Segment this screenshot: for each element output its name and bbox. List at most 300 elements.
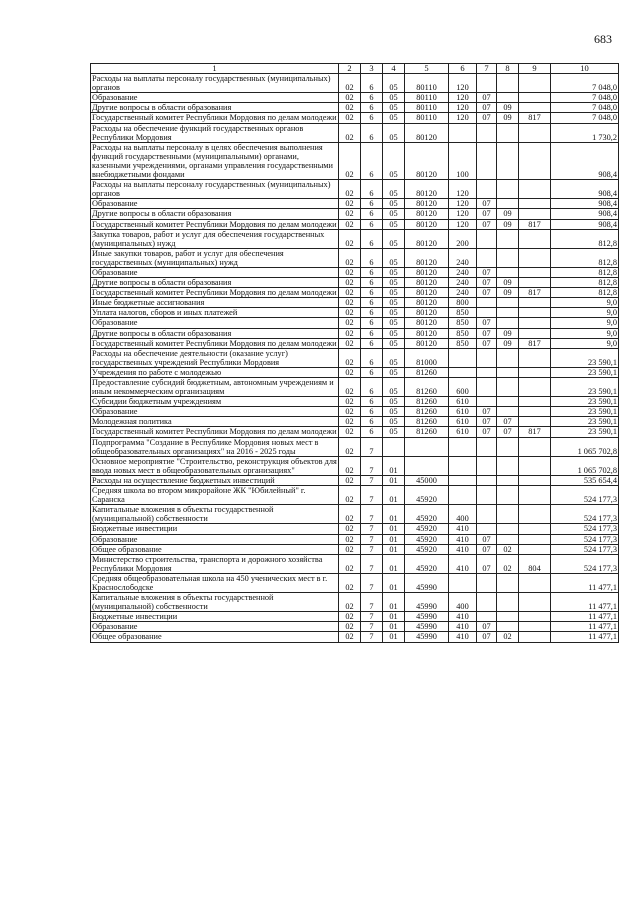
- expense-type-cell: 240: [449, 288, 477, 298]
- item-name-cell: Капитальные вложения в объекты государственной (муниципальной) собственности: [91, 505, 339, 524]
- expense-type-cell: 410: [449, 554, 477, 573]
- amount-cell: 23 590,1: [551, 427, 619, 437]
- expense-type-cell: 410: [449, 544, 477, 554]
- expense-type-cell: 120: [449, 113, 477, 123]
- section-cell: [477, 248, 497, 267]
- program-code-cell: 02: [339, 612, 361, 622]
- program-code-cell: 02: [339, 74, 361, 93]
- table-row: [91, 427, 619, 437]
- amount-cell: 11 477,1: [551, 593, 619, 612]
- expense-type-cell: 120: [449, 103, 477, 113]
- ministry-code-cell: [519, 417, 551, 427]
- section-cell: 07: [477, 328, 497, 338]
- table-row: [91, 524, 619, 534]
- ministry-code-cell: [519, 123, 551, 142]
- direction-code-cell: 81260: [405, 397, 449, 407]
- program-code-cell: 02: [339, 142, 361, 179]
- direction-code-cell: 80120: [405, 338, 449, 348]
- program-code-cell: 02: [339, 308, 361, 318]
- column-header: 9: [519, 64, 551, 74]
- direction-code-cell: 80120: [405, 142, 449, 179]
- ministry-code-cell: [519, 475, 551, 485]
- activity-code-cell: [383, 437, 405, 456]
- expense-type-cell: [449, 475, 477, 485]
- subprogram-code-cell: 6: [361, 199, 383, 209]
- amount-cell: 1 065 702,8: [551, 437, 619, 456]
- direction-code-cell: 80110: [405, 103, 449, 113]
- subsection-cell: [497, 348, 519, 367]
- ministry-code-cell: [519, 534, 551, 544]
- section-cell: 07: [477, 103, 497, 113]
- item-name-cell: Образование: [91, 407, 339, 417]
- section-cell: 07: [477, 407, 497, 417]
- subsection-cell: 07: [497, 417, 519, 427]
- activity-code-cell: 05: [383, 348, 405, 367]
- item-name-cell: Общее образование: [91, 544, 339, 554]
- direction-code-cell: 80110: [405, 74, 449, 93]
- expense-type-cell: 850: [449, 318, 477, 328]
- section-cell: [477, 612, 497, 622]
- section-cell: [477, 397, 497, 407]
- table-row: [91, 219, 619, 229]
- program-code-cell: 02: [339, 573, 361, 592]
- subsection-cell: [497, 378, 519, 397]
- ministry-code-cell: [519, 348, 551, 367]
- ministry-code-cell: 817: [519, 338, 551, 348]
- section-cell: 07: [477, 417, 497, 427]
- subsection-cell: [497, 505, 519, 524]
- table-row: [91, 367, 619, 377]
- program-code-cell: 02: [339, 427, 361, 437]
- ministry-code-cell: [519, 593, 551, 612]
- amount-cell: 524 177,3: [551, 544, 619, 554]
- amount-cell: 908,4: [551, 180, 619, 199]
- activity-code-cell: 05: [383, 229, 405, 248]
- item-name-cell: Другие вопросы в области образования: [91, 103, 339, 113]
- subsection-cell: [497, 397, 519, 407]
- direction-code-cell: 45920: [405, 544, 449, 554]
- activity-code-cell: 01: [383, 612, 405, 622]
- section-cell: 07: [477, 544, 497, 554]
- expense-type-cell: 610: [449, 397, 477, 407]
- ministry-code-cell: [519, 142, 551, 179]
- direction-code-cell: 45920: [405, 524, 449, 534]
- direction-code-cell: 80120: [405, 318, 449, 328]
- subprogram-code-cell: 7: [361, 573, 383, 592]
- subprogram-code-cell: 6: [361, 74, 383, 93]
- activity-code-cell: 05: [383, 123, 405, 142]
- item-name-cell: Средняя школа во втором микрорайоне ЖК "Юбилейный" г. Саранска: [91, 486, 339, 505]
- ministry-code-cell: [519, 486, 551, 505]
- subsection-cell: [497, 298, 519, 308]
- subsection-cell: 09: [497, 278, 519, 288]
- ministry-code-cell: [519, 74, 551, 93]
- table-row: [91, 622, 619, 632]
- amount-cell: 23 590,1: [551, 417, 619, 427]
- program-code-cell: 02: [339, 267, 361, 277]
- program-code-cell: 02: [339, 524, 361, 534]
- subprogram-code-cell: 6: [361, 328, 383, 338]
- item-name-cell: Иные бюджетные ассигнования: [91, 298, 339, 308]
- amount-cell: 9,0: [551, 298, 619, 308]
- amount-cell: 1 065 702,8: [551, 456, 619, 475]
- activity-code-cell: 05: [383, 199, 405, 209]
- direction-code-cell: [405, 437, 449, 456]
- item-name-cell: Молодежная политика: [91, 417, 339, 427]
- section-cell: 07: [477, 427, 497, 437]
- item-name-cell: Подпрограмма "Создание в Республике Мордовия новых мест в общеобразовательных организациях" на 2016 - 2025 годы: [91, 437, 339, 456]
- subsection-cell: [497, 199, 519, 209]
- subsection-cell: 09: [497, 113, 519, 123]
- direction-code-cell: 80120: [405, 278, 449, 288]
- subprogram-code-cell: 6: [361, 209, 383, 219]
- section-cell: 07: [477, 338, 497, 348]
- program-code-cell: 02: [339, 367, 361, 377]
- table-row: [91, 456, 619, 475]
- activity-code-cell: 05: [383, 308, 405, 318]
- expense-type-cell: 120: [449, 93, 477, 103]
- activity-code-cell: 05: [383, 298, 405, 308]
- table-row: [91, 632, 619, 642]
- section-cell: [477, 524, 497, 534]
- subprogram-code-cell: 6: [361, 267, 383, 277]
- section-cell: [477, 74, 497, 93]
- expense-type-cell: 610: [449, 427, 477, 437]
- section-cell: 07: [477, 278, 497, 288]
- activity-code-cell: 05: [383, 417, 405, 427]
- subsection-cell: [497, 456, 519, 475]
- ministry-code-cell: [519, 199, 551, 209]
- item-name-cell: Образование: [91, 534, 339, 544]
- expense-type-cell: 120: [449, 199, 477, 209]
- item-name-cell: Образование: [91, 199, 339, 209]
- program-code-cell: 02: [339, 505, 361, 524]
- program-code-cell: 02: [339, 378, 361, 397]
- expense-type-cell: 800: [449, 298, 477, 308]
- program-code-cell: 02: [339, 288, 361, 298]
- ministry-code-cell: [519, 209, 551, 219]
- activity-code-cell: 05: [383, 278, 405, 288]
- ministry-code-cell: [519, 298, 551, 308]
- ministry-code-cell: [519, 180, 551, 199]
- amount-cell: 524 177,3: [551, 505, 619, 524]
- column-header: 7: [477, 64, 497, 74]
- table-row: [91, 593, 619, 612]
- subprogram-code-cell: 6: [361, 397, 383, 407]
- item-name-cell: Предоставление субсидий бюджетным, автономным учреждениям и иным некоммерческим организациям: [91, 378, 339, 397]
- amount-cell: 9,0: [551, 318, 619, 328]
- activity-code-cell: 05: [383, 113, 405, 123]
- table-row: [91, 318, 619, 328]
- expense-type-cell: 410: [449, 524, 477, 534]
- subprogram-code-cell: 7: [361, 622, 383, 632]
- amount-cell: 908,4: [551, 219, 619, 229]
- expense-type-cell: 850: [449, 338, 477, 348]
- ministry-code-cell: [519, 267, 551, 277]
- ministry-code-cell: [519, 612, 551, 622]
- table-row: [91, 199, 619, 209]
- column-header: 5: [405, 64, 449, 74]
- item-name-cell: Расходы на выплаты персоналу государственных (муниципальных) органов: [91, 180, 339, 199]
- expense-type-cell: 410: [449, 534, 477, 544]
- subsection-cell: [497, 475, 519, 485]
- subprogram-code-cell: 6: [361, 378, 383, 397]
- program-code-cell: 02: [339, 338, 361, 348]
- direction-code-cell: 80120: [405, 267, 449, 277]
- table-row: [91, 229, 619, 248]
- program-code-cell: 02: [339, 407, 361, 417]
- table-row: [91, 573, 619, 592]
- activity-code-cell: 05: [383, 427, 405, 437]
- budget-table: [90, 63, 619, 643]
- section-cell: [477, 229, 497, 248]
- item-name-cell: Расходы на выплаты персоналу в целях обеспечения выполнения функций государственными (муниципальными) органами, казенными учреждениями, органами управления государственными внебюджетными фондами: [91, 142, 339, 179]
- activity-code-cell: 05: [383, 328, 405, 338]
- amount-cell: 812,8: [551, 248, 619, 267]
- item-name-cell: Государственный комитет Республики Мордовия по делам молодежи: [92, 219, 337, 229]
- expense-type-cell: 610: [449, 417, 477, 427]
- column-header: 6: [449, 64, 477, 74]
- direction-code-cell: 80120: [405, 248, 449, 267]
- item-name-cell: Другие вопросы в области образования: [91, 328, 339, 338]
- direction-code-cell: 81260: [405, 407, 449, 417]
- amount-cell: 908,4: [551, 199, 619, 209]
- activity-code-cell: 01: [383, 544, 405, 554]
- program-code-cell: 02: [339, 622, 361, 632]
- item-name-cell: Государственный комитет Республики Мордовия по делам молодежи: [92, 338, 337, 348]
- direction-code-cell: 80120: [405, 219, 449, 229]
- expense-type-cell: [449, 348, 477, 367]
- program-code-cell: 02: [339, 278, 361, 288]
- subsection-cell: 09: [497, 103, 519, 113]
- subsection-cell: [497, 534, 519, 544]
- activity-code-cell: 05: [383, 180, 405, 199]
- subprogram-code-cell: 7: [361, 475, 383, 485]
- item-name-cell: Учреждения по работе с молодежью: [91, 367, 339, 377]
- subsection-cell: 02: [497, 632, 519, 642]
- direction-code-cell: [405, 456, 449, 475]
- expense-type-cell: [449, 123, 477, 142]
- ministry-code-cell: 817: [519, 219, 551, 229]
- ministry-code-cell: [519, 397, 551, 407]
- subsection-cell: 07: [497, 427, 519, 437]
- subprogram-code-cell: 7: [361, 437, 383, 456]
- ministry-code-cell: [519, 103, 551, 113]
- section-cell: [477, 180, 497, 199]
- expense-type-cell: 410: [449, 622, 477, 632]
- program-code-cell: 02: [339, 103, 361, 113]
- amount-cell: 23 590,1: [551, 407, 619, 417]
- table-row: [91, 113, 619, 123]
- item-name-cell: Субсидии бюджетным учреждениям: [91, 397, 339, 407]
- item-name-cell: Средняя общеобразовательная школа на 450 ученических мест в г. Краснослободске: [91, 573, 339, 592]
- expense-type-cell: [449, 456, 477, 475]
- subprogram-code-cell: 6: [361, 142, 383, 179]
- program-code-cell: 02: [339, 318, 361, 328]
- section-cell: 07: [477, 93, 497, 103]
- subsection-cell: 02: [497, 544, 519, 554]
- table-row: [91, 298, 619, 308]
- subsection-cell: 09: [497, 288, 519, 298]
- column-header: 1: [91, 64, 339, 74]
- subsection-cell: [497, 123, 519, 142]
- subsection-cell: [497, 248, 519, 267]
- ministry-code-cell: [519, 367, 551, 377]
- subprogram-code-cell: 6: [361, 298, 383, 308]
- direction-code-cell: 45990: [405, 593, 449, 612]
- ministry-code-cell: [519, 248, 551, 267]
- expense-type-cell: 400: [449, 505, 477, 524]
- activity-code-cell: 01: [383, 573, 405, 592]
- program-code-cell: 02: [339, 298, 361, 308]
- section-cell: [477, 505, 497, 524]
- table-row: [91, 123, 619, 142]
- ministry-code-cell: [519, 524, 551, 534]
- direction-code-cell: 45990: [405, 632, 449, 642]
- subprogram-code-cell: 6: [361, 93, 383, 103]
- ministry-code-cell: 817: [519, 113, 551, 123]
- table-row: [91, 288, 619, 298]
- table-row: [91, 103, 619, 113]
- expense-type-cell: 400: [449, 593, 477, 612]
- subprogram-code-cell: 6: [361, 278, 383, 288]
- direction-code-cell: 81260: [405, 417, 449, 427]
- item-name-cell: Капитальные вложения в объекты государственной (муниципальной) собственности: [91, 593, 339, 612]
- section-cell: [477, 593, 497, 612]
- ministry-code-cell: [519, 544, 551, 554]
- amount-cell: 524 177,3: [551, 554, 619, 573]
- program-code-cell: 02: [339, 180, 361, 199]
- subsection-cell: [497, 180, 519, 199]
- subprogram-code-cell: 6: [361, 113, 383, 123]
- item-name-cell: Расходы на осуществление бюджетных инвестиций: [91, 475, 339, 485]
- direction-code-cell: 80120: [405, 180, 449, 199]
- item-name-cell: Образование: [91, 93, 339, 103]
- subprogram-code-cell: 6: [361, 407, 383, 417]
- program-code-cell: 02: [339, 123, 361, 142]
- subprogram-code-cell: 6: [361, 417, 383, 427]
- amount-cell: 9,0: [551, 328, 619, 338]
- amount-cell: 11 477,1: [551, 612, 619, 622]
- table-row: [91, 437, 619, 456]
- amount-cell: 812,8: [551, 229, 619, 248]
- subsection-cell: [497, 229, 519, 248]
- amount-cell: 812,8: [551, 267, 619, 277]
- item-name-cell: Образование: [91, 267, 339, 277]
- subsection-cell: 09: [497, 338, 519, 348]
- expense-type-cell: 850: [449, 328, 477, 338]
- direction-code-cell: 81000: [405, 348, 449, 367]
- item-name-cell: Образование: [91, 622, 339, 632]
- table-row: [91, 475, 619, 485]
- direction-code-cell: 80120: [405, 308, 449, 318]
- column-header: 10: [551, 64, 619, 74]
- direction-code-cell: 45920: [405, 554, 449, 573]
- activity-code-cell: 05: [383, 288, 405, 298]
- ministry-code-cell: [519, 622, 551, 632]
- activity-code-cell: 01: [383, 475, 405, 485]
- amount-cell: 812,8: [551, 278, 619, 288]
- section-cell: [477, 437, 497, 456]
- activity-code-cell: 01: [383, 554, 405, 573]
- activity-code-cell: 05: [383, 367, 405, 377]
- item-name-cell: Министерство строительства, транспорта и дорожного хозяйства Республики Мордовия: [91, 554, 339, 573]
- table-row: [91, 338, 619, 348]
- column-header: 3: [361, 64, 383, 74]
- subsection-cell: [497, 367, 519, 377]
- item-name-cell: Общее образование: [91, 632, 339, 642]
- item-name-cell: Расходы на обеспечение деятельности (оказание услуг) государственных учреждений Республики Мордовия: [91, 348, 339, 367]
- program-code-cell: 02: [339, 486, 361, 505]
- expense-type-cell: 240: [449, 248, 477, 267]
- expense-type-cell: 120: [449, 180, 477, 199]
- subsection-cell: 02: [497, 554, 519, 573]
- direction-code-cell: 80120: [405, 209, 449, 219]
- direction-code-cell: 80120: [405, 288, 449, 298]
- direction-code-cell: 45990: [405, 622, 449, 632]
- expense-type-cell: 120: [449, 219, 477, 229]
- subprogram-code-cell: 6: [361, 308, 383, 318]
- subsection-cell: 09: [497, 219, 519, 229]
- subprogram-code-cell: 7: [361, 456, 383, 475]
- table-row: [91, 407, 619, 417]
- section-cell: 07: [477, 622, 497, 632]
- subprogram-code-cell: 7: [361, 486, 383, 505]
- program-code-cell: 02: [339, 456, 361, 475]
- section-cell: 07: [477, 318, 497, 328]
- activity-code-cell: 05: [383, 338, 405, 348]
- program-code-cell: 02: [339, 113, 361, 123]
- activity-code-cell: 05: [383, 397, 405, 407]
- amount-cell: 7 048,0: [551, 103, 619, 113]
- subprogram-code-cell: 7: [361, 505, 383, 524]
- direction-code-cell: 45000: [405, 475, 449, 485]
- table-row: [91, 142, 619, 179]
- subsection-cell: [497, 93, 519, 103]
- table-row: [91, 544, 619, 554]
- amount-cell: 11 477,1: [551, 573, 619, 592]
- ministry-code-cell: [519, 318, 551, 328]
- section-cell: 07: [477, 534, 497, 544]
- section-cell: [477, 123, 497, 142]
- direction-code-cell: 80120: [405, 199, 449, 209]
- program-code-cell: 02: [339, 348, 361, 367]
- ministry-code-cell: [519, 229, 551, 248]
- direction-code-cell: 45990: [405, 612, 449, 622]
- subprogram-code-cell: 7: [361, 612, 383, 622]
- column-header: 2: [339, 64, 361, 74]
- section-cell: 07: [477, 288, 497, 298]
- section-cell: [477, 298, 497, 308]
- program-code-cell: 02: [339, 209, 361, 219]
- subsection-cell: [497, 437, 519, 456]
- ministry-code-cell: 804: [519, 554, 551, 573]
- activity-code-cell: 05: [383, 103, 405, 113]
- ministry-code-cell: [519, 278, 551, 288]
- direction-code-cell: 80120: [405, 328, 449, 338]
- item-name-cell: Иные закупки товаров, работ и услуг для обеспечения государственных (муниципальных) нужд: [91, 248, 339, 267]
- activity-code-cell: 01: [383, 486, 405, 505]
- subsection-cell: [497, 524, 519, 534]
- activity-code-cell: 05: [383, 407, 405, 417]
- activity-code-cell: 01: [383, 505, 405, 524]
- direction-code-cell: 45920: [405, 505, 449, 524]
- expense-type-cell: [449, 437, 477, 456]
- subprogram-code-cell: 6: [361, 123, 383, 142]
- expense-type-cell: [449, 573, 477, 592]
- direction-code-cell: 81260: [405, 378, 449, 397]
- subprogram-code-cell: 7: [361, 544, 383, 554]
